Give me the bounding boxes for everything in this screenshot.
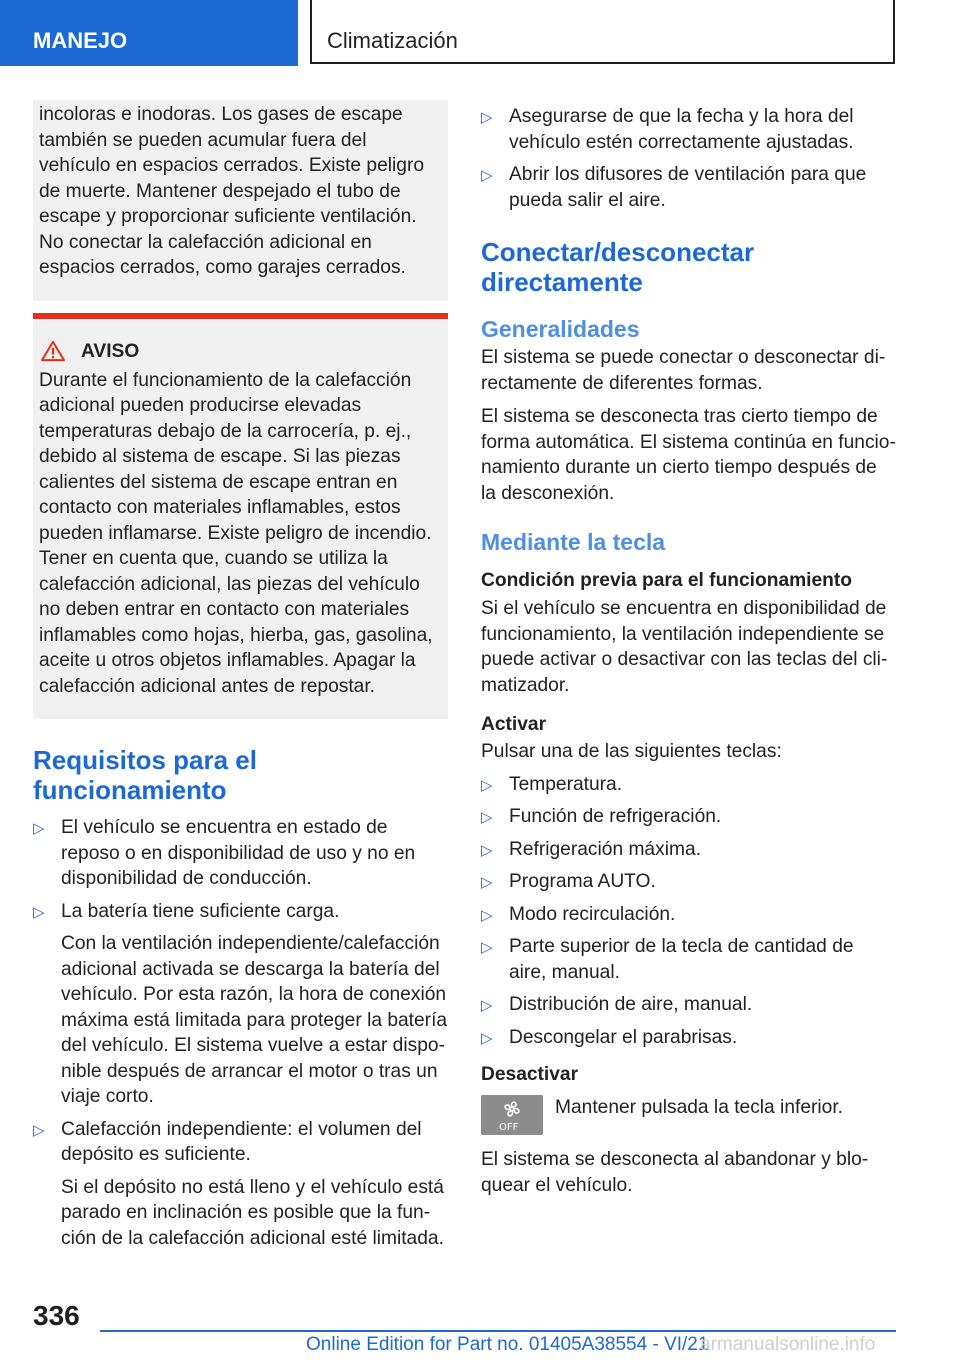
direct-switch-heading: Conectar/desconectar directamente bbox=[481, 237, 755, 297]
list-item-text: Abrir los difusores de ventilación para que pueda salir el aire. bbox=[509, 164, 867, 211]
list-item bbox=[33, 1117, 448, 1252]
fan-off-button-icon bbox=[481, 1095, 543, 1135]
danger-continuation-box bbox=[33, 100, 448, 301]
off-label: OFF bbox=[499, 1122, 519, 1133]
list-item bbox=[481, 869, 896, 895]
warning-header bbox=[39, 339, 442, 364]
warning-box bbox=[33, 319, 448, 720]
bullet-triangle-icon: ▷ bbox=[481, 1029, 493, 1047]
section-tab: MANEJO bbox=[0, 0, 298, 66]
warning-title: AVISO bbox=[81, 340, 140, 362]
edition-text: Online Edition for Part no. 01405A38554 - VI/21 bbox=[306, 1334, 709, 1355]
warning-triangle-icon bbox=[39, 340, 67, 362]
deactivate-text: Mantener pulsada la tecla inferior. bbox=[555, 1097, 843, 1118]
left-column bbox=[33, 100, 448, 1258]
bullet-triangle-icon: ▷ bbox=[481, 906, 493, 924]
warning-text: Durante el funcionamiento de la calefacción adicional pueden producirse elevadas temperaturas debajo de la carrocería, p. ej., debido al sistema de escape. Si las piezas calientes del sistema de escape entran en contacto con materiales inflamables, estos pueden inflamarse. Existe peligro de incendio. Tener en cuenta que, cuando se utiliza la calefacción adicional, las piezas del vehículo no deben entrar en contacto con materiales inflamables como hojas, hierba, gas, gasolina, aceite u otros objetos inflamables. Apagar la calefacción adicional antes de repostar. bbox=[39, 369, 433, 697]
bullet-triangle-icon: ▷ bbox=[481, 841, 493, 859]
activate-list bbox=[481, 772, 896, 1051]
bullet-triangle-icon: ▷ bbox=[481, 939, 493, 956]
bullet-triangle-icon: ▷ bbox=[481, 167, 493, 184]
danger-continuation-text: incoloras e inodoras. Los gases de escape también se pueden acumular fuera del vehículo en espacios cerrados. Existe peligro de muerte. Mantener despejado el tubo de escape y proporcionar suficiente ventilación. No conectar la calefacción adicional en espacios cerrados, como garajes cerrados. bbox=[39, 104, 425, 278]
list-item bbox=[33, 899, 448, 1110]
bullet-triangle-icon: ▷ bbox=[33, 820, 45, 837]
condition-heading: Condición previa para el funcionamiento bbox=[481, 570, 853, 591]
condition-text: Si el vehículo se encuentra en disponibilidad de funcionamiento, la ventilación independiente se puede activar o desactivar con las teclas del climatizador. bbox=[481, 598, 888, 696]
bullet-triangle-icon: ▷ bbox=[33, 1121, 45, 1139]
footer-divider bbox=[100, 1330, 896, 1332]
bullet-triangle-icon: ▷ bbox=[481, 997, 493, 1014]
list-item-text: Descongelar el parabrisas. bbox=[509, 1026, 738, 1048]
list-item bbox=[481, 772, 896, 798]
list-item-text: La batería tiene suficiente carga. bbox=[61, 900, 340, 922]
button-heading: Mediante la tecla bbox=[481, 529, 666, 555]
watermark-text: armanualsonline.info bbox=[700, 1334, 876, 1355]
bullet-triangle-icon: ▷ bbox=[481, 874, 493, 891]
list-item-note: Con la ventilación independiente/calefacción adicional activada se descarga la batería del vehículo. Por esta razón, la hora de conexión máxima está limitada para proteger la batería del vehículo. El sistema vuelve a estar disponible después de arrancar el motor o tras un viaje corto. bbox=[61, 933, 448, 1107]
requirements-list bbox=[33, 815, 448, 1251]
list-item-text: Programa AUTO. bbox=[509, 871, 656, 892]
list-item-text: Función de refrigeración. bbox=[509, 806, 722, 827]
fan-icon bbox=[481, 1095, 543, 1135]
list-item-text: Asegurarse de que la fecha y la hora del vehículo estén correctamente ajustadas. bbox=[509, 106, 854, 153]
list-item bbox=[481, 902, 896, 928]
list-item-text: Calefacción independiente: el volumen del depósito es suficiente. bbox=[61, 1118, 422, 1165]
list-item bbox=[481, 104, 896, 155]
activate-intro: Pulsar una de las siguientes teclas: bbox=[481, 741, 782, 762]
requirements-heading: Requisitos para el funcionamiento bbox=[33, 745, 257, 805]
list-item bbox=[481, 162, 896, 213]
list-item bbox=[481, 1025, 896, 1051]
page-number: 336 bbox=[33, 1300, 80, 1331]
list-item bbox=[481, 934, 896, 985]
list-item bbox=[481, 992, 896, 1018]
deactivate-heading: Desactivar bbox=[481, 1064, 579, 1085]
list-item-text: Refrigeración máxima. bbox=[509, 838, 701, 860]
closing-text: El sistema se desconecta al abandonar y bloquear el vehículo. bbox=[481, 1149, 869, 1196]
deactivate-row bbox=[481, 1095, 896, 1135]
general-text-2: El sistema se desconecta tras cierto tiempo de forma automática. El sistema continúa en funcionamiento durante un cierto tiempo después de la desconexión. bbox=[481, 406, 896, 504]
list-item bbox=[481, 837, 896, 863]
list-item-text: Modo recirculación. bbox=[509, 903, 676, 925]
list-item bbox=[481, 804, 896, 830]
requirements-list-continued bbox=[481, 104, 896, 213]
bullet-triangle-icon: ▷ bbox=[481, 809, 493, 826]
list-item-text: Temperatura. bbox=[509, 773, 623, 795]
bullet-triangle-icon: ▷ bbox=[481, 109, 493, 126]
list-item-text: El vehículo se encuentra en estado de reposo o en disponibilidad de uso y no en disponibilidad de conducción. bbox=[61, 817, 416, 889]
list-item-text: Parte superior de la tecla de cantidad de aire, manual. bbox=[509, 936, 854, 983]
general-text-1: El sistema se puede conectar o desconectar directamente de diferentes formas. bbox=[481, 347, 886, 394]
list-item bbox=[33, 815, 448, 892]
list-item-note: Si el depósito no está lleno y el vehículo está parado en inclinación es posible que la función de la calefacción adicional esté limitada. bbox=[61, 1176, 444, 1249]
activate-heading: Activar bbox=[481, 714, 547, 735]
bullet-triangle-icon: ▷ bbox=[481, 776, 493, 794]
chapter-title: Climatización bbox=[310, 0, 895, 64]
bullet-triangle-icon: ▷ bbox=[33, 903, 45, 921]
general-heading: Generalidades bbox=[481, 316, 640, 342]
right-column bbox=[481, 100, 896, 1198]
list-item-text: Distribución de aire, manual. bbox=[509, 994, 753, 1015]
